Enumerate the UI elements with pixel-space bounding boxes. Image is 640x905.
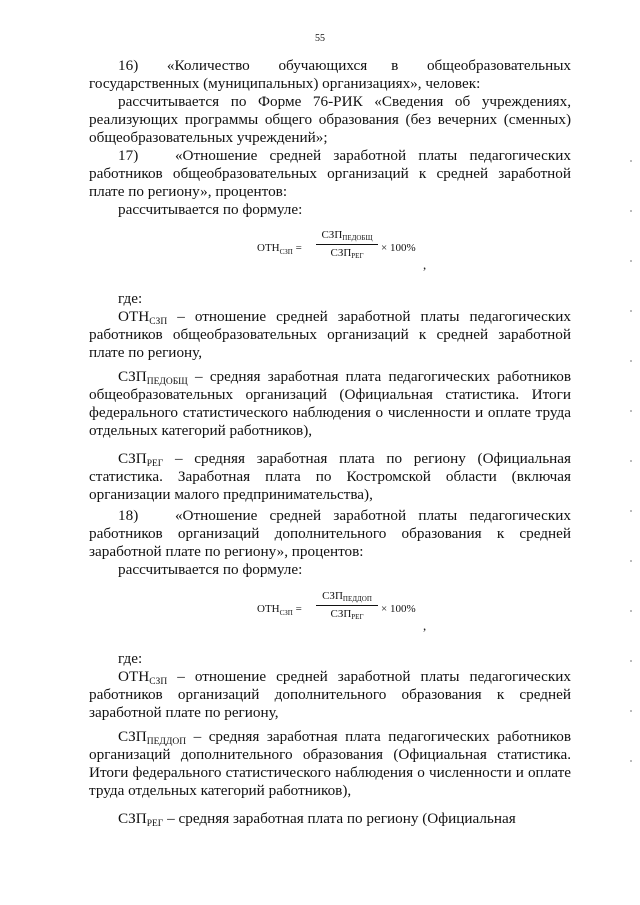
fraction-bar xyxy=(316,244,378,245)
scan-margin-marks xyxy=(630,160,634,860)
definition-otn-2: $ОТН_{СЗП}$ – отношение средней заработной платы педагогических работников организаций дополнительного образования к средней заработной плате по региону, xyxy=(89,668,571,721)
formula-intro-1: рассчитывается по формуле: xyxy=(118,201,303,218)
fraction-bar xyxy=(316,605,378,606)
formula-2 xyxy=(0,590,640,633)
formula-1-numerator: $СЗП_{ПЕДОБЩ}$ xyxy=(321,229,373,242)
item-17-paragraph: 17) «Отношение средней заработной платы педагогических работников общеобразовательных организаций к средней заработной плате по региону», процентов: xyxy=(89,147,571,200)
item-16-paragraph: 16) «Количество обучающихся в общеобразовательных государственных (муниципальных) организациях», человек: xyxy=(89,57,571,92)
definition-szp-pedobsh: $СЗП_{ПЕДОБЩ}$ – средняя заработная плата педагогических работников общеобразовательных организаций (Официальная статистика. Итоги федерального статистического наблюдения о численности и оплате труда отдельных категорий работников), xyxy=(89,368,571,439)
where-label-2: где: xyxy=(118,650,143,667)
formula-1-lhs: $ОТН_{СЗП}$ = xyxy=(257,242,302,256)
formula-2-denominator: $СЗП_{РЕГ}$ xyxy=(330,608,364,621)
formula-2-fraction xyxy=(316,590,378,622)
formula-1 xyxy=(0,229,640,272)
formula-2-multiplier: × 100% xyxy=(381,603,416,615)
formula-1-denominator: $СЗП_{РЕГ}$ xyxy=(330,247,364,260)
formula-intro-2: рассчитывается по формуле: xyxy=(118,561,303,578)
page-number: 55 xyxy=(315,33,325,44)
formula-2-numerator: $СЗП_{ПЕДДОП}$ xyxy=(322,590,372,603)
where-label-1: где: xyxy=(118,290,143,307)
formula-1-multiplier: × 100% xyxy=(381,242,416,254)
formula-1-comma: , xyxy=(423,257,427,272)
definition-szp-peddop: $СЗП_{ПЕДДОП}$ – средняя заработная плата педагогических работников организаций дополнительного образования (Официальная статистика. Итоги федерального статистического наблюдения о численности и оплате труда отдельных категорий работников), xyxy=(89,728,571,799)
item-16-calculation: рассчитывается по Форме 76-РИК «Сведения об учреждениях, реализующих программы общего образования (без вечерних (сменных) общеобразовательных учреждений»; xyxy=(89,93,571,146)
definition-szp-reg-1: $СЗП_{РЕГ}$ – средняя заработная плата по региону (Официальная статистика. Заработная плата по Костромской области (включая организации малого предпринимательства), xyxy=(89,450,571,503)
definition-szp-reg-2: $СЗП_{РЕГ}$ – средняя заработная плата по региону (Официальная xyxy=(118,810,516,829)
formula-2-comma: , xyxy=(423,618,427,633)
definition-otn-1: $ОТН_{СЗП}$ – отношение средней заработной платы педагогических работников общеобразовательных организаций к средней заработной плате по региону, xyxy=(89,308,571,361)
item-18-paragraph: 18) «Отношение средней заработной платы педагогических работников организаций дополнительного образования к средней заработной плате по региону», процентов: xyxy=(89,507,571,560)
formula-1-fraction xyxy=(316,229,378,261)
formula-2-lhs: $ОТН_{СЗП}$ = xyxy=(257,603,302,617)
